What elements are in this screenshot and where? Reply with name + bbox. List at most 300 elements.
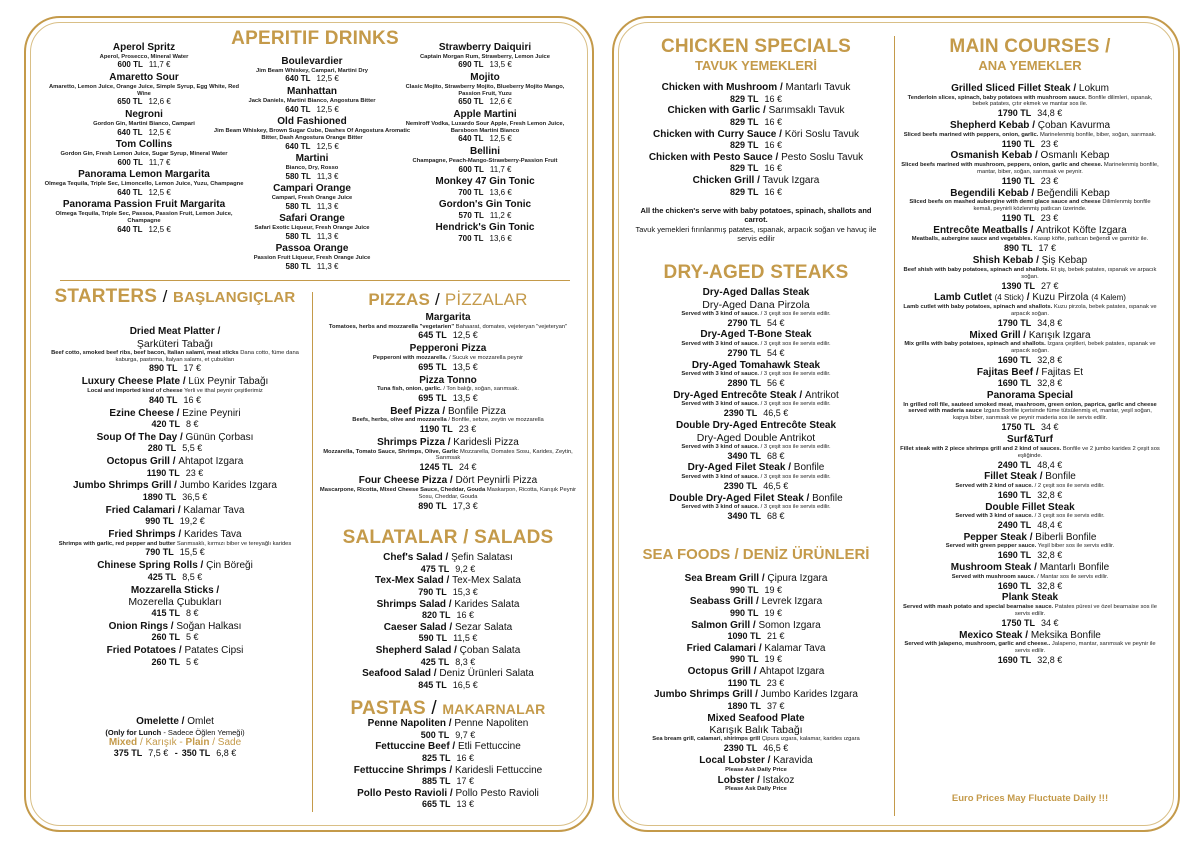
- item-name-line: Fajitas Beef / Fajitas Et: [976, 366, 1084, 378]
- item-desc-en: In grilled roll file, sauteed smoked meat, mashroom, green onion, paprica, garlic and cheese served with maderia sauce: [903, 401, 1157, 415]
- section-title-tr: TAVUK YEMEKLERİ: [694, 58, 818, 73]
- item-price: [900, 520, 1160, 531]
- item-desc-tr: / Sucuk ve mozzarella peynir: [448, 354, 524, 361]
- item-price: [395, 234, 575, 244]
- price-euro: 13,5 €: [452, 361, 478, 372]
- section-title: CHICKEN SPECIALS: [660, 36, 852, 57]
- item-price: [395, 211, 575, 221]
- item-name-tr: Karides Salata: [454, 598, 520, 610]
- price-tl: 2490 TL: [997, 520, 1032, 531]
- item-name-line: [900, 390, 1160, 402]
- item-desc-en: Beef cotto, smoked beef ribs, beef bacon, Italian salami, meat sticks: [51, 349, 239, 356]
- price-euro: 34,8 €: [1037, 108, 1063, 119]
- menu-item: [40, 326, 310, 374]
- price-tl: 650 TL: [117, 97, 143, 107]
- item-price: [630, 481, 882, 492]
- price-tl: 840 TL: [148, 394, 178, 405]
- item-price: [630, 451, 882, 462]
- price-tl: 640 TL: [117, 224, 143, 234]
- price-tl: 350 TL: [181, 747, 211, 758]
- menu-item: [318, 622, 578, 644]
- item-name: Begendili Kebab: [950, 187, 1029, 199]
- item-name-line: Seafood Salad / Deniz Ürünleri Salata: [362, 668, 534, 680]
- item-name-line: [395, 72, 575, 84]
- price-tl: 3490 TL: [727, 511, 761, 522]
- item-name-tr: Lokum: [1078, 83, 1109, 94]
- item-name-line: [212, 213, 412, 225]
- item-name: Double Fillet Steak: [985, 501, 1075, 513]
- item-name: Campari Orange: [273, 183, 351, 195]
- menu-item: [900, 630, 1160, 666]
- price-euro: 19,2 €: [179, 516, 205, 527]
- item-name-tr: Kuzu Pirzola: [1032, 292, 1089, 304]
- price-euro: 56 €: [767, 378, 785, 389]
- price-euro: 54 €: [767, 317, 785, 328]
- item-name: Gordon's Gin Tonic: [438, 199, 532, 211]
- menu-item: [630, 360, 882, 389]
- item-price: [900, 550, 1160, 561]
- item-desc-tr: / Ton balığı, soğan, sarımsak.: [443, 386, 519, 392]
- item-desc-tr: / Mantar sos ile servis edilir.: [1037, 573, 1109, 580]
- item-name-line: Shepherd Salad / Çoban Salata: [375, 645, 521, 657]
- price-tl: 829 TL: [729, 93, 759, 104]
- item-name-line: Octopus Grill / Ahtapot Izgara: [106, 456, 244, 468]
- item-desc-en: Local and imported kind of cheese: [87, 387, 183, 394]
- price-euro: 16 €: [456, 610, 475, 621]
- item-price: [900, 581, 1160, 592]
- item-price: [318, 657, 578, 668]
- item-desc-en: Beefs, herbs, olive and mozzarella: [352, 417, 447, 424]
- item-description: [40, 541, 310, 548]
- price-euro: 13,5 €: [452, 392, 478, 403]
- item-name-tr: Tex-Mex Salata: [452, 575, 521, 587]
- item-name: Local Lobster: [699, 755, 765, 767]
- item-description: [395, 54, 575, 61]
- item-description: [630, 736, 882, 743]
- section-title: SEA FOODS / DENİZ ÜRÜNLERİ: [642, 546, 870, 563]
- price-tl: 1890 TL: [727, 700, 761, 711]
- item-name: Jumbo Shrimps Grill: [654, 689, 753, 701]
- item-desc-en: Served with 3 kind of sauce.: [955, 513, 1034, 520]
- column-divider: [894, 36, 895, 816]
- item-name: Panorama Passion Fruit Margarita: [62, 199, 226, 211]
- price-tl: 580 TL: [285, 171, 311, 181]
- omelette-item: Omelette / Omlet (Only for Lunch - Sadece Öğlen Yemeği) Mixed / Karışık - Plain / Sade 375 TL 7,5 € - 350 TL 6,8 €: [105, 716, 245, 758]
- pizzas-header: PIZZAS / PİZZALAR: [368, 290, 528, 309]
- price-euro: 16 €: [764, 140, 783, 151]
- item-price: [318, 730, 578, 741]
- item-desc-tr: Patates püresi ve özel bearnaise sos ile servis edilir.: [1014, 603, 1157, 617]
- item-name-tr: Patates Cipsi: [184, 645, 244, 657]
- price-tl: 990 TL: [145, 516, 174, 527]
- menu-item: [318, 475, 578, 511]
- price-tl: 375 TL: [113, 747, 143, 758]
- item-desc-en: Nemiroff Vodka, Luxardo Sour Apple, Fresh Lemon Juice, Barsboon Martini Bianco: [405, 120, 565, 134]
- item-description: [318, 449, 578, 463]
- menu-item: [900, 83, 1160, 119]
- price-euro: 48,4 €: [1037, 520, 1063, 531]
- item-name-line: Onion Rings / Soğan Halkası: [108, 620, 242, 632]
- menu-item: [318, 599, 578, 621]
- price-tl: 890 TL: [148, 363, 178, 374]
- item-name-tr: Levrek Izgara: [761, 596, 823, 608]
- price-tl: 580 TL: [285, 261, 311, 271]
- pastas-list: [318, 718, 578, 811]
- item-name-line: Fried Shrimps / Karides Tava: [108, 529, 242, 540]
- section-divider: [60, 280, 570, 281]
- item-name-line: [630, 287, 882, 299]
- item-desc-en: Pepperoni with mozzarella.: [372, 354, 448, 361]
- price-tl: 1190 TL: [419, 424, 453, 435]
- price-tl: 640 TL: [117, 127, 143, 137]
- item-name: Fettuccine Beef: [375, 741, 450, 753]
- price-tl: 885 TL: [421, 776, 451, 787]
- menu-item: [630, 755, 882, 773]
- item-name: Pepper Steak: [963, 531, 1027, 543]
- item-name: Martini: [295, 153, 329, 165]
- item-name-tr: Ezine Peyniri: [182, 407, 241, 419]
- price-euro: 24 €: [459, 462, 477, 473]
- menu-item: [900, 330, 1160, 366]
- menu-item: [630, 666, 882, 688]
- item-name-secondary: Şarküteri Tabağı: [136, 337, 214, 350]
- item-desc-en: Served with mash potato and special bearnaise sauce.: [903, 603, 1054, 610]
- item-desc-en: Bianco, Dry, Rosso: [285, 164, 339, 171]
- item-price: [318, 330, 578, 341]
- item-price: [212, 142, 412, 152]
- item-name: Fettuccine Shrimps: [353, 764, 447, 776]
- item-description: [900, 236, 1160, 243]
- item-desc-tr: Maskarpon, Ricotta, Karışık Peynir Sosu, Cheddar, Gouda: [418, 486, 577, 500]
- price-euro: 11,7 €: [148, 157, 171, 167]
- item-name-line: Tex-Mex Salad / Tex-Mex Salata: [375, 575, 521, 587]
- item-name-line: [318, 375, 578, 387]
- item-name-line: Chef's Salad / Şefin Salatası: [383, 552, 513, 563]
- menu-item: [40, 432, 310, 454]
- item-price: [318, 753, 578, 764]
- menu-item: [318, 765, 578, 787]
- item-name: Fillet Steak: [984, 471, 1037, 483]
- section-title: MAIN COURSES /: [949, 36, 1111, 57]
- menu-item: [900, 120, 1160, 149]
- item-price: [40, 516, 310, 527]
- item-name: Mixed Seafood Plate: [707, 712, 805, 724]
- price-tl: 829 TL: [729, 163, 759, 174]
- item-name: Shish Kebab: [972, 255, 1034, 267]
- steaks-list: [630, 287, 882, 523]
- menu-item: [630, 462, 882, 491]
- item-desc-tr: / Bonfile, sebze, zeytin ve mozzarella: [448, 417, 544, 424]
- item-price: [212, 202, 412, 212]
- item-desc-en: Served with 3 kind of sauce.: [681, 473, 760, 480]
- item-name-line: Begendili Kebab / Beğendili Kebap: [950, 187, 1110, 199]
- item-name: Chicken with Mushroom: [661, 82, 778, 93]
- item-desc-en: Sea bream grill, calamari, shirimps grill: [652, 736, 761, 743]
- item-price: [212, 262, 412, 272]
- price-euro: 16 €: [764, 163, 783, 174]
- menu-item: [40, 585, 310, 619]
- item-qty: (4 Stick): [994, 293, 1024, 303]
- price-tl: 1690 TL: [997, 378, 1032, 389]
- item-price: [900, 318, 1160, 329]
- price-tl: 590 TL: [418, 633, 448, 644]
- price-euro: 11,3 €: [316, 261, 339, 271]
- item-name-line: Four Cheese Pizza / Dört Peynirli Pizza: [358, 475, 538, 487]
- item-desc-tr: Mozzarella, Domates Sosu, Karides, Zeytin, Sarımsak: [435, 448, 573, 462]
- item-name-line: Penne Napoliten / Penne Napoliten: [367, 718, 529, 729]
- price-tl: 645 TL: [418, 330, 447, 341]
- price-euro: 9,2 €: [455, 563, 476, 574]
- item-name-line: [318, 343, 578, 355]
- item-desc-en: Mix grills with baby potatoes, spinach and shallots.: [904, 341, 1046, 348]
- item-price: [630, 140, 882, 151]
- menu-item: [900, 390, 1160, 433]
- item-price: [318, 362, 578, 373]
- aperitif-column: [395, 42, 575, 245]
- price-tl: 640 TL: [458, 134, 484, 144]
- price-euro: 12,5 €: [316, 74, 339, 84]
- item-description: [900, 267, 1160, 281]
- note-text: All the chicken's serve with baby potatoes, spinach, shallots and carrot.: [640, 206, 872, 225]
- item-name-tr: Kalamar Tava: [764, 642, 826, 654]
- item-name: Osmanish Kebab: [950, 150, 1033, 162]
- item-name: Panorama Special: [986, 390, 1074, 402]
- price-euro: 32,8 €: [1037, 489, 1063, 500]
- item-description: [900, 162, 1160, 176]
- item-name-line: [630, 713, 882, 725]
- item-name: Manhattan: [287, 86, 337, 98]
- section-title-tr: BAŞLANGIÇLAR: [173, 289, 296, 306]
- price-tl: 260 TL: [151, 656, 180, 667]
- item-description: [40, 350, 310, 364]
- item-name: Monkey 47 Gin Tonic: [435, 176, 535, 188]
- item-desc-en: Olmega Tequila, Triple Sec, Passoa, Passion Fruit, Lemon Juice, Champagne: [55, 210, 233, 224]
- item-desc-en: Served with mushroom sauce.: [951, 573, 1036, 580]
- item-name-tr: Mantarlı Tavuk: [785, 82, 851, 93]
- item-name: Chinese Spring Rolls: [97, 560, 198, 572]
- item-price: [318, 462, 578, 473]
- starters-list: [40, 326, 310, 670]
- item-desc-en: Please Ask Daily Price: [725, 786, 787, 793]
- menu-item: [630, 596, 882, 618]
- item-name: Fried Shrimps: [108, 529, 176, 540]
- item-description: [630, 401, 882, 408]
- price-euro: 46,5 €: [763, 480, 789, 491]
- mixed-label: Mixed: [108, 736, 138, 748]
- item-name-line: [395, 109, 575, 121]
- price-euro: 6,8 €: [216, 747, 237, 758]
- item-description: [318, 487, 578, 501]
- item-price: [630, 511, 882, 522]
- price-tl: 829 TL: [729, 186, 759, 197]
- item-name: Panorama Lemon Margarita: [78, 169, 210, 181]
- menu-item: [630, 287, 882, 328]
- price-euro: 16 €: [764, 116, 783, 127]
- item-name: Old Fashioned: [277, 116, 347, 128]
- item-name-tr: Günün Çorbası: [185, 431, 254, 443]
- menu-item: [395, 109, 575, 144]
- item-name-line: Shrimps Pizza / Karidesli Pizza: [377, 437, 519, 448]
- item-price: [318, 799, 578, 810]
- item-name-tr: Tavuk Izgara: [762, 175, 820, 187]
- item-description: [900, 132, 1160, 139]
- menu-item: [395, 199, 575, 220]
- item-description: [212, 255, 412, 262]
- price-euro: 19 €: [764, 584, 783, 595]
- item-desc-tr: / 3 çeşit sos ile servis edilir.: [760, 371, 831, 378]
- item-qty-tr: (4 Kalem): [1091, 293, 1126, 303]
- column-divider: [312, 292, 313, 812]
- price-euro: 8,5 €: [182, 571, 203, 582]
- price-euro: 32,8 €: [1037, 550, 1063, 561]
- menu-item: [900, 367, 1160, 389]
- item-name-line: [630, 420, 882, 432]
- item-desc-tr: Kuzu pirzola, bebek patates, ıspanak ve arpacık soğan.: [1010, 303, 1157, 317]
- item-price: [630, 743, 882, 754]
- item-desc-en: Shrimps with garlic, red pepper and butter: [58, 540, 176, 547]
- item-price: [900, 243, 1160, 254]
- item-desc-en: Sliced beefs marined with peppers, onion, garlic.: [903, 131, 1039, 138]
- item-name: Fried Calamari: [105, 504, 176, 516]
- item-description: [318, 355, 578, 362]
- item-note-tr: - Sadece Öğlen Yemeği): [163, 727, 245, 737]
- item-name: Fried Calamari: [686, 642, 757, 654]
- item-price: [212, 74, 412, 84]
- item-description: [630, 341, 882, 348]
- item-name-tr: Somon Izgara: [758, 619, 821, 631]
- price-tl: 1190 TL: [1001, 213, 1035, 224]
- menu-item: [900, 532, 1160, 561]
- item-price: [900, 355, 1160, 366]
- item-desc-en: Jack Daniels, Martini Bianco, Angostura Bitter: [248, 97, 376, 104]
- item-name-line: [395, 199, 575, 211]
- section-title-tr: MAKARNALAR: [442, 701, 546, 717]
- item-desc-tr: Dana cotto, füme dana kaburga, pastırma, İtalyan salamı, et çubukları: [115, 349, 299, 363]
- item-name-tr: Bonfile Pizza: [448, 405, 506, 417]
- item-name: Aperol Spritz: [112, 42, 176, 53]
- item-price: [900, 176, 1160, 187]
- item-name-line: [212, 183, 412, 195]
- price-tl: 600 TL: [458, 164, 484, 174]
- item-name-tr: Mantarlı Bonfile: [1039, 562, 1110, 574]
- price-euro: 11,3 €: [316, 171, 339, 181]
- item-name-secondary: Karışık Balık Tabağı: [709, 724, 803, 737]
- price-euro: 17,3 €: [452, 500, 478, 511]
- price-euro: 16 €: [764, 93, 783, 104]
- item-name-line: Fried Potatoes / Patates Cipsi: [106, 645, 244, 657]
- price-tl: 890 TL: [1003, 243, 1033, 254]
- note-text-tr: Tavuk yemekleri fırınlanmış patates, ıspanak, arpacık soğan ve havuç ile servis edilir: [635, 224, 877, 244]
- item-name-line: [395, 222, 575, 234]
- item-price: [630, 701, 882, 712]
- item-name-line: Shish Kebab / Şiş Kebap: [972, 255, 1088, 267]
- item-name-line: Chicken Grill / Tavuk Izgara: [692, 175, 820, 187]
- price-tl: 829 TL: [729, 116, 759, 127]
- item-name-tr: Biberli Bonfile: [1035, 531, 1097, 543]
- item-name-line: Fettuccine Beef / Etli Fettuccine: [375, 741, 521, 753]
- item-name-line: [630, 329, 882, 341]
- item-name: Chef's Salad: [383, 552, 443, 563]
- price-tl: 1750 TL: [1001, 617, 1035, 628]
- item-name: Omelette: [136, 716, 179, 727]
- item-name: Entrecôte Meatballs: [933, 224, 1028, 236]
- item-desc-tr: / 3 çeşit sos ile servis edilir.: [760, 401, 831, 408]
- price-tl: 2390 TL: [723, 480, 758, 491]
- item-name: Caeser Salad: [383, 621, 447, 633]
- price-tl: 640 TL: [285, 141, 311, 151]
- item-name-line: Osmanish Kebab / Osmanlı Kebap: [950, 150, 1110, 162]
- price-tl: 695 TL: [418, 361, 447, 372]
- item-desc-en: Tuna fish, onion, garlic.: [377, 386, 442, 392]
- item-name-line: [318, 312, 578, 324]
- price-tl: 2790 TL: [727, 317, 761, 328]
- item-price: [900, 655, 1160, 666]
- item-price: [395, 97, 575, 107]
- item-price: [318, 776, 578, 787]
- item-desc-en: Jim Beam Whiskey, Brown Sugar Cube, Dashes Of Angostura Aromatic Bitter, Dash Angostura Orange Bitter: [213, 127, 411, 141]
- item-name: Onion Rings: [108, 620, 169, 632]
- price-tl: 1390 TL: [1001, 280, 1035, 291]
- price-tl: 700 TL: [458, 233, 484, 243]
- item-name: Chicken Grill: [692, 175, 755, 187]
- item-description: [318, 417, 578, 424]
- price-tl: 990 TL: [729, 584, 759, 595]
- menu-item: [318, 741, 578, 763]
- menu-item: [630, 643, 882, 665]
- price-tl: 2790 TL: [727, 347, 761, 358]
- item-name: Sea Bream Grill: [684, 573, 760, 584]
- footer-note: Euro Prices May Fluctuate Daily !!!: [951, 793, 1109, 804]
- item-price: [395, 134, 575, 144]
- price-euro: 12,5 €: [316, 141, 339, 151]
- menu-item: [318, 375, 578, 404]
- item-description: [630, 474, 882, 481]
- price-euro: 23 €: [458, 424, 477, 435]
- menu-item: [900, 188, 1160, 224]
- price-euro: 16,5 €: [452, 679, 478, 690]
- item-desc-en: Sliced beefs on mashed aubergine with demi glace sauce and cheese: [909, 199, 1101, 206]
- item-name-tr: Çipura Izgara: [767, 573, 828, 584]
- item-name: Pollo Pesto Ravioli: [357, 787, 448, 799]
- item-name: Double Dry-Aged Filet Steak: [669, 492, 804, 504]
- item-desc-en: Served with 3 kind of sauce.: [681, 310, 760, 317]
- price-euro: 48,4 €: [1037, 459, 1063, 470]
- item-name-tr: Sezar Salata: [454, 621, 513, 633]
- menu-item: [630, 175, 882, 197]
- item-name: Mojito: [470, 72, 500, 84]
- item-price: [900, 108, 1160, 119]
- item-name-line: [395, 176, 575, 188]
- item-price: [630, 631, 882, 642]
- item-name-line: Soup Of The Day / Günün Çorbası: [96, 431, 254, 443]
- seafood-list: [630, 573, 882, 794]
- item-name: Tom Collins: [115, 139, 173, 151]
- item-price: [395, 165, 575, 175]
- price-tl: 1690 TL: [997, 580, 1032, 591]
- price-euro: 5 €: [186, 632, 199, 643]
- item-desc-tr: Marinelenmiş bonfile, biber, soğan, sarımsak.: [1039, 131, 1157, 138]
- price-euro: 11,3 €: [316, 201, 339, 211]
- chicken-note: [630, 206, 882, 244]
- item-name-line: Luxury Cheese Plate / Lüx Peynir Tabağı: [81, 376, 269, 388]
- item-desc-en: Mozzarella, Tomato Sauce, Shrimps, Olive, Garlic: [323, 448, 459, 455]
- price-tl: 425 TL: [420, 656, 450, 667]
- item-name-line: Entrecôte Meatballs / Antrikot Köfte Izgara: [933, 224, 1127, 236]
- item-price: [212, 105, 412, 115]
- item-name: Mushroom Steak: [950, 562, 1032, 574]
- price-tl: 1690 TL: [997, 489, 1032, 500]
- item-name-line: Mixed Grill / Karışık Izgara: [969, 329, 1091, 341]
